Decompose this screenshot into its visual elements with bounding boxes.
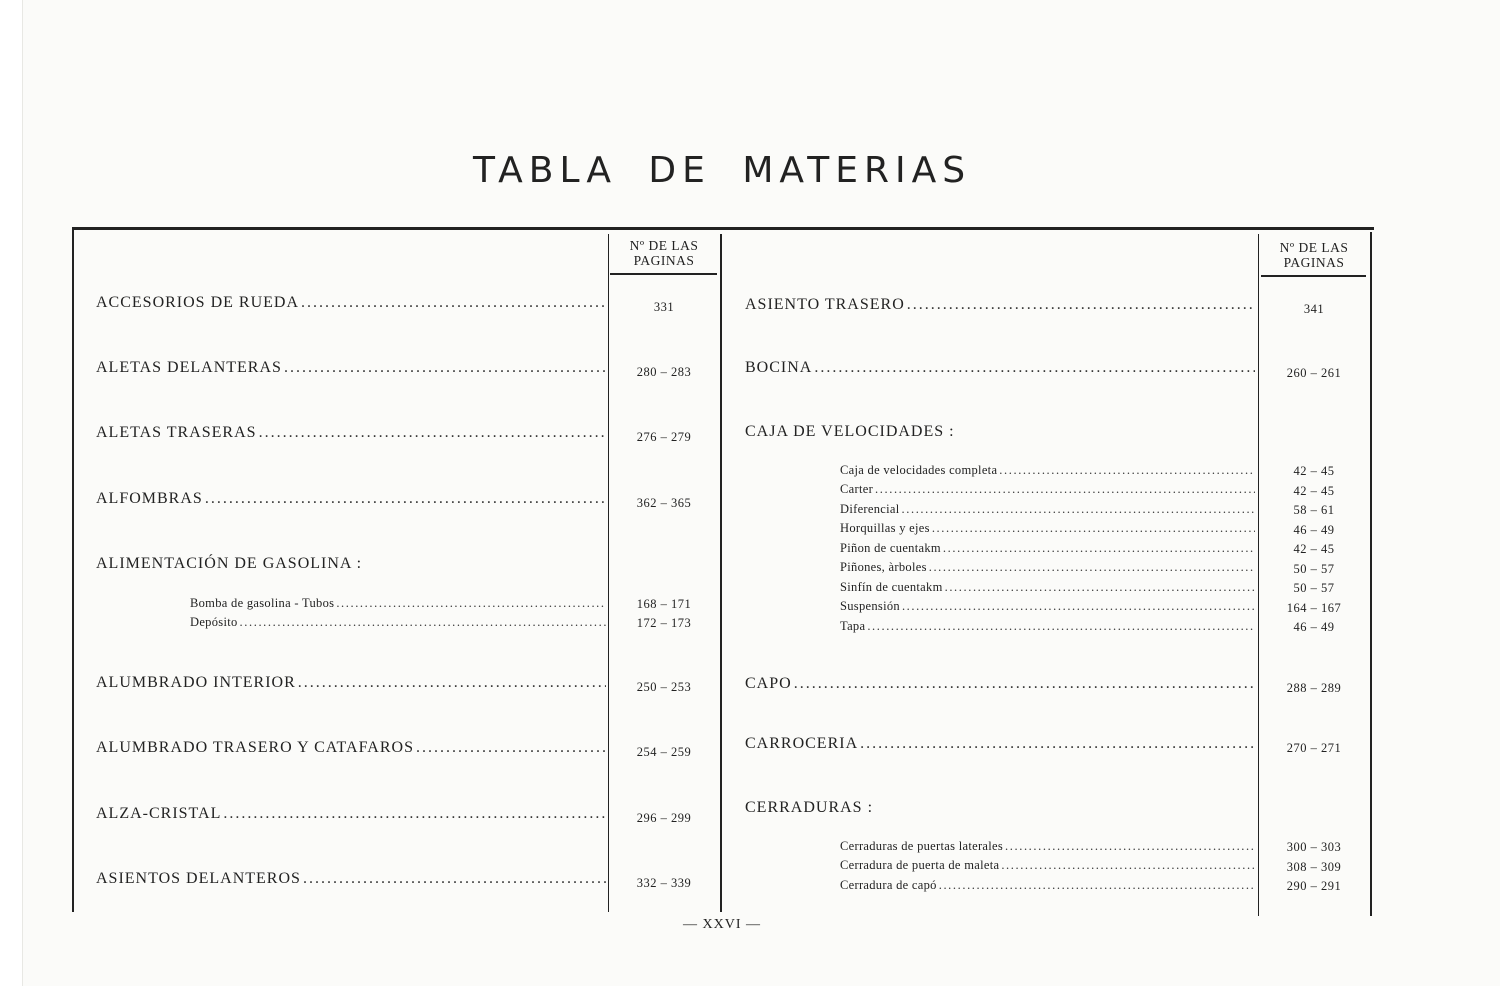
table-top-rule — [72, 227, 1374, 230]
entry-label: Depósito — [190, 615, 238, 629]
entry-pages: 308 – 309 — [1286, 860, 1342, 874]
toc-entry — [96, 870, 606, 888]
leader-dots — [999, 463, 1255, 478]
toc-subentry — [840, 839, 1255, 854]
entry-label: Cerradura de capó — [840, 878, 937, 892]
leader-dots — [945, 580, 1255, 595]
right-pages-divider — [1258, 234, 1259, 916]
entry-pages: 290 – 291 — [1286, 879, 1342, 893]
section-heading: ALIMENTACIÓN DE GASOLINA : — [96, 555, 363, 572]
toc-subentry — [840, 599, 1255, 614]
toc-entry — [745, 675, 1255, 693]
entry-pages: 341 — [1303, 302, 1325, 316]
header-line-1: Nº DE LAS — [629, 238, 699, 253]
leader-dots — [205, 490, 606, 508]
entry-label: Piñones, àrboles — [840, 560, 927, 574]
toc-subentry — [190, 615, 606, 630]
toc-entry — [96, 805, 606, 823]
toc-subentry — [840, 482, 1255, 497]
entry-label: Carter — [840, 482, 874, 496]
entry-pages: 172 – 173 — [636, 616, 692, 630]
toc-entry — [96, 490, 606, 508]
entry-pages: 331 — [653, 300, 675, 314]
left-header-underline — [610, 273, 717, 275]
toc-subentry — [840, 560, 1255, 575]
entry-pages: 280 – 283 — [636, 365, 692, 379]
right-pages-header — [1260, 240, 1368, 270]
entry-label: Diferencial — [840, 502, 900, 516]
section-heading: CAJA DE VELOCIDADES : — [745, 423, 955, 440]
leader-dots — [902, 502, 1255, 517]
leader-dots — [301, 294, 606, 312]
leader-dots — [240, 615, 606, 630]
entry-label: Cerradura de puerta de maleta — [840, 858, 1000, 872]
entry-pages: 42 – 45 — [1293, 542, 1335, 556]
entry-label: ALETAS TRASERAS — [96, 424, 257, 441]
leader-dots — [794, 675, 1255, 693]
right-header-underline — [1261, 275, 1366, 277]
entry-label: ALUMBRADO INTERIOR — [96, 674, 296, 691]
toc-subentry — [840, 878, 1255, 893]
leader-dots — [929, 560, 1255, 575]
entry-pages: 46 – 49 — [1293, 523, 1335, 537]
leader-dots — [298, 674, 606, 692]
entry-label: Sinfín de cuentakm — [840, 580, 943, 594]
page-title: TABLA DE MATERIAS — [472, 150, 972, 192]
leader-dots — [303, 870, 606, 888]
toc-entry — [745, 735, 1255, 753]
toc-entry — [745, 296, 1255, 314]
toc-subentry — [840, 858, 1255, 873]
entry-label: ALZA-CRISTAL — [96, 805, 222, 822]
leader-dots — [1005, 839, 1255, 854]
left-pages-divider — [608, 234, 609, 912]
toc-subentry — [840, 541, 1255, 556]
toc-entry — [96, 424, 606, 442]
leader-dots — [416, 739, 606, 757]
leader-dots — [907, 296, 1255, 314]
toc-subentry — [840, 502, 1255, 517]
entry-pages: 42 – 45 — [1293, 464, 1335, 478]
entry-label: Piñon de cuentakm — [840, 541, 941, 555]
entry-pages: 276 – 279 — [636, 430, 692, 444]
left-pages-header — [610, 238, 718, 268]
entry-pages: 288 – 289 — [1286, 681, 1342, 695]
entry-pages: 42 – 45 — [1293, 484, 1335, 498]
entry-pages: 270 – 271 — [1286, 741, 1342, 755]
entry-pages: 46 – 49 — [1293, 620, 1335, 634]
entry-pages: 254 – 259 — [636, 745, 692, 759]
toc-subentry — [840, 521, 1255, 536]
table-left-rule — [72, 228, 74, 912]
toc-entry — [96, 359, 606, 377]
entry-pages: 50 – 57 — [1293, 562, 1335, 576]
entry-label: Tapa — [840, 619, 866, 633]
entry-label: ASIENTOS DELANTEROS — [96, 870, 301, 887]
page-edge — [22, 0, 23, 986]
entry-label: ALETAS DELANTERAS — [96, 359, 282, 376]
leader-dots — [860, 735, 1255, 753]
center-divider — [720, 234, 722, 912]
table-right-rule — [1370, 232, 1372, 916]
leader-dots — [943, 541, 1255, 556]
entry-label: ALUMBRADO TRASERO Y CATAFAROS — [96, 739, 414, 756]
entry-pages: 296 – 299 — [636, 811, 692, 825]
toc-entry — [96, 294, 606, 312]
entry-pages: 168 – 171 — [636, 597, 692, 611]
entry-label: Suspensión — [840, 599, 900, 613]
section-heading: CERRADURAS : — [745, 799, 874, 816]
toc-entry — [745, 359, 1255, 377]
entry-pages: 164 – 167 — [1286, 601, 1342, 615]
entry-pages: 250 – 253 — [636, 680, 692, 694]
header-line-2: PAGINAS — [1283, 255, 1345, 270]
entry-label: Caja de velocidades completa — [840, 463, 998, 477]
entry-label: Bomba de gasolina - Tubos — [190, 596, 335, 610]
entry-label: ASIENTO TRASERO — [745, 296, 905, 313]
leader-dots — [1001, 858, 1255, 873]
entry-label: BOCINA — [745, 359, 813, 376]
leader-dots — [875, 482, 1255, 497]
leader-dots — [902, 599, 1255, 614]
toc-subentry — [190, 596, 606, 611]
header-line-2: PAGINAS — [633, 253, 695, 268]
leader-dots — [336, 596, 606, 611]
entry-pages: 362 – 365 — [636, 496, 692, 510]
leader-dots — [259, 424, 606, 442]
entry-label: Cerraduras de puertas laterales — [840, 839, 1004, 853]
leader-dots — [284, 359, 606, 377]
leader-dots — [867, 619, 1255, 634]
header-line-1: Nº DE LAS — [1279, 240, 1349, 255]
toc-entry — [96, 739, 606, 757]
entry-label: ALFOMBRAS — [96, 490, 203, 507]
leader-dots — [932, 521, 1255, 536]
entry-label: CAPO — [745, 675, 792, 692]
toc-entry — [96, 674, 606, 692]
leader-dots — [939, 878, 1255, 893]
entry-pages: 332 – 339 — [636, 876, 692, 890]
leader-dots — [814, 359, 1255, 377]
entry-pages: 300 – 303 — [1286, 840, 1342, 854]
entry-pages: 50 – 57 — [1293, 581, 1335, 595]
toc-subentry — [840, 463, 1255, 478]
leader-dots — [223, 805, 606, 823]
toc-subentry — [840, 580, 1255, 595]
entry-pages: 58 – 61 — [1293, 503, 1335, 517]
entry-label: ACCESORIOS DE RUEDA — [96, 294, 300, 311]
entry-pages: 260 – 261 — [1286, 366, 1342, 380]
page-number: — XXVI — — [683, 917, 761, 932]
entry-label: Horquillas y ejes — [840, 521, 930, 535]
entry-label: CARROCERIA — [745, 735, 859, 752]
toc-subentry — [840, 619, 1255, 634]
